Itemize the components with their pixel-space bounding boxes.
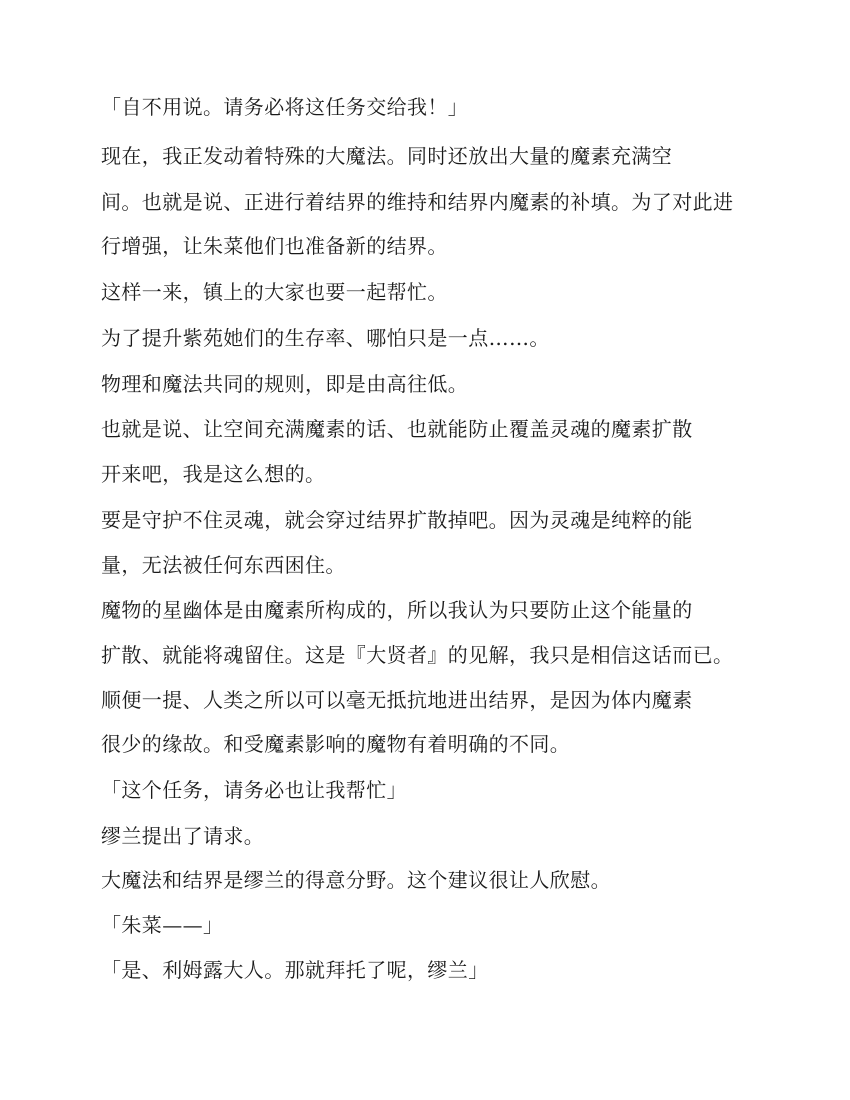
text-line: 扩散、就能将魂留住。这是『大贤者』的见解，我只是相信这话而已。 <box>101 643 734 667</box>
text-line: 现在，我正发动着特殊的大魔法。同时还放出大量的魔素充满空 <box>101 144 673 168</box>
text-line: 开来吧，我是这么想的。 <box>101 462 326 486</box>
text-line: 物理和魔法共同的规则，即是由高往低。 <box>101 372 469 396</box>
text-line: 大魔法和结界是缪兰的得意分野。这个建议很让人欣慰。 <box>101 868 611 892</box>
text-line: 魔物的星幽体是由魔素所构成的，所以我认为只要防止这个能量的 <box>101 598 693 622</box>
text-line: 顺便一提、人类之所以可以毫无抵抗地进出结界，是因为体内魔素 <box>101 688 693 712</box>
text-line: 这样一来，镇上的大家也要一起帮忙。 <box>101 280 448 304</box>
text-line: 为了提升紫苑她们的生存率、哪怕只是一点……。 <box>101 326 550 350</box>
text-line: 「自不用说。请务必将这任务交给我！」 <box>101 95 469 119</box>
text-line: 「是、利姆露大人。那就拜托了呢，缪兰」 <box>101 958 489 982</box>
text-line: 也就是说、让空间充满魔素的话、也就能防止覆盖灵魂的魔素扩散 <box>101 417 693 441</box>
text-line: 「朱菜——」 <box>101 913 224 937</box>
text-line: 「这个任务，请务必也让我帮忙」 <box>101 778 407 802</box>
text-line: 很少的缘故。和受魔素影响的魔物有着明确的不同。 <box>101 732 571 756</box>
text-line: 行增强，让朱菜他们也准备新的结界。 <box>101 234 448 258</box>
text-line: 间。也就是说、正进行着结界的维持和结界内魔素的补填。为了对此进 <box>101 190 734 214</box>
text-line: 要是守护不住灵魂，就会穿过结界扩散掉吧。因为灵魂是纯粹的能 <box>101 508 693 532</box>
text-line: 缪兰提出了请求。 <box>101 824 265 848</box>
text-line: 量，无法被任何东西困住。 <box>101 553 346 577</box>
